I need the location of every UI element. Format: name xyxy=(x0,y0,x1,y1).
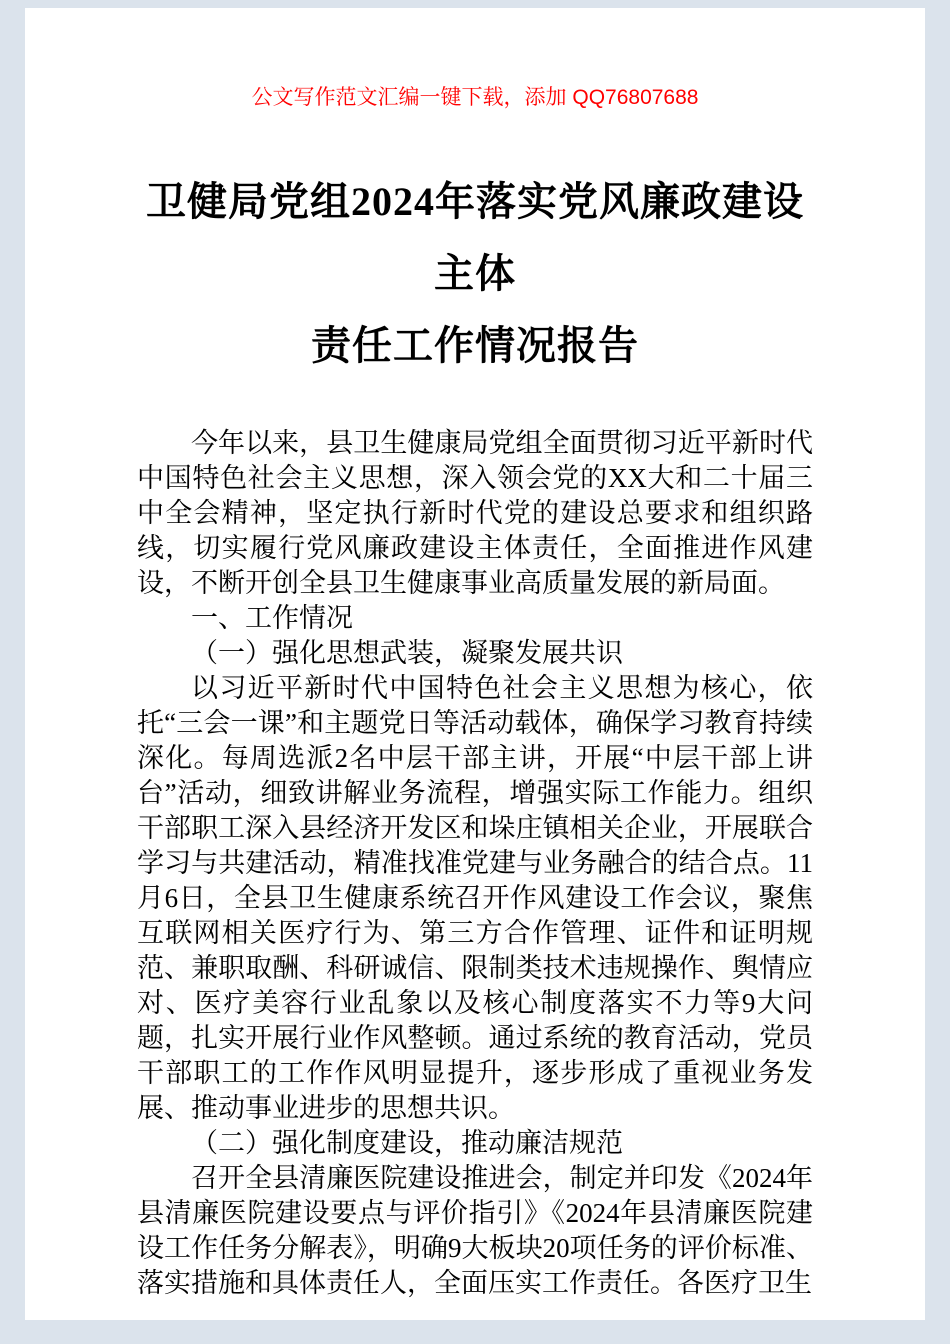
paragraph-intro: 今年以来，县卫生健康局党组全面贯彻习近平新时代中国特色社会主义思想，深入领会党的XX大和二十届三中全会精神，坚定执行新时代党的建设总要求和组织路线，切实履行党风廉政建设主体责任，全面推进作风建设，不断开创全县卫生健康事业高质量发展的新局面。 xyxy=(137,428,813,598)
document-title-line-2: 责任工作情况报告 xyxy=(311,323,639,368)
document-title-line-1: 卫健局党组2024年落实党风廉政建设主体 xyxy=(146,179,804,296)
paragraph-section-1-1: 以习近平新时代中国特色社会主义思想为核心，依托“三会一课”和主题党日等活动载体，确保学习教育持续深化。每周选派2名中层干部主讲，开展“中层干部上讲台”活动，细致讲解业务流程，增强实际工作能力。组织干部职工深入县经济开发区和垛庄镇相关企业，开展联合学习与共建活动，精准找准党建与业务融合的结合点。11月6日，全县卫生健康系统召开作风建设工作会议，聚焦互联网相关医疗行为、第三方合作管理、证件和证明规范、兼职取酬、科研诚信、限制类技术违规操作、舆情应对、医疗美容行业乱象以及核心制度落实不力等9大问题，扎实开展行业作风整顿。通过系统的教育活动，党员干部职工的工作作风明显提升，逐步形成了重视业务发展、推动事业进步的思想共识。 xyxy=(137,673,813,1123)
heading-section-1-1: （一）强化思想武装，凝聚发展共识 xyxy=(191,638,623,668)
heading-section-1-2: （二）强化制度建设，推动廉洁规范 xyxy=(191,1128,623,1158)
promo-banner-text: 公文写作范文汇编一键下载，添加 QQ76807688 xyxy=(251,86,699,109)
promo-banner xyxy=(137,86,813,110)
document-title xyxy=(137,166,813,382)
paragraph-section-1-2: 召开全县清廉医院建设推进会，制定并印发《2024年县清廉医院建设要点与评价指引》《2024年县清廉医院建设工作任务分解表》，明确9大板块20项任务的评价标准、落实措施和具体责任人，全面压实工作责任。各医疗卫生 xyxy=(137,1163,813,1298)
document-page xyxy=(25,8,925,1320)
document-body xyxy=(137,426,813,1301)
heading-section-1: 一、工作情况 xyxy=(191,603,353,633)
